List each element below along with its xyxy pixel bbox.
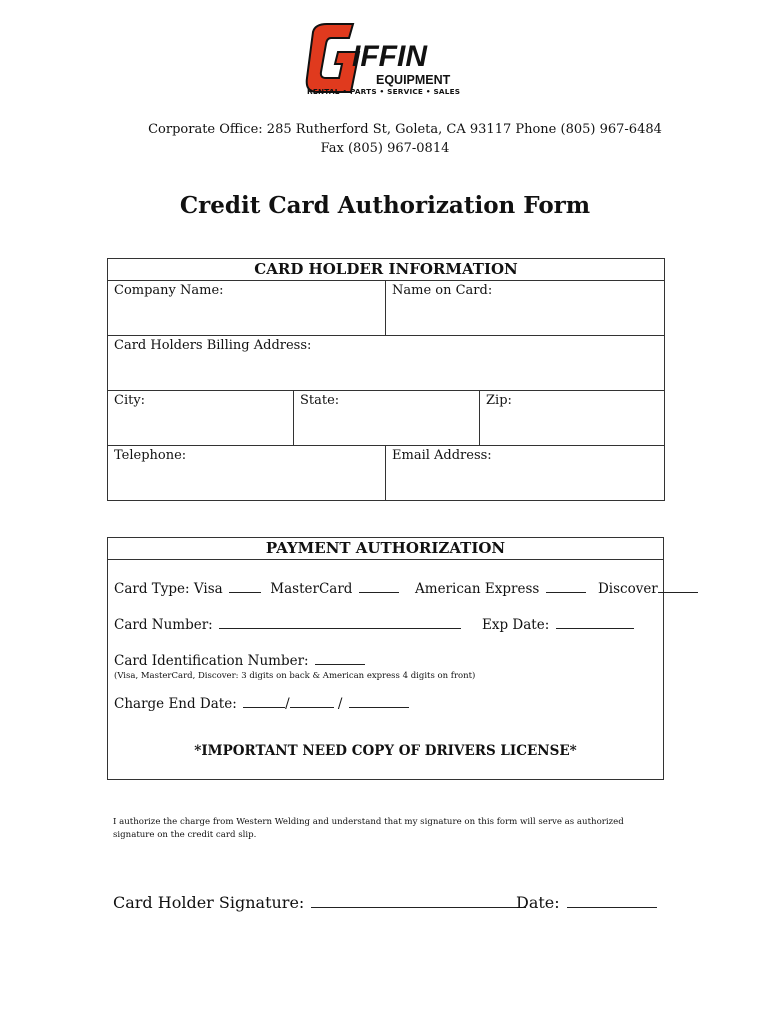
office-fax-line: Fax (805) 967-0814 bbox=[320, 141, 450, 156]
cid-note: (Visa, MasterCard, Discover: 3 digits on back & American express 4 digits on front) bbox=[114, 671, 476, 681]
mastercard-label: MasterCard bbox=[270, 581, 353, 597]
charge-end-slash-2: / bbox=[337, 696, 343, 712]
charge-end-slash-1: / bbox=[285, 696, 290, 712]
city-field[interactable] bbox=[108, 391, 294, 446]
state-label: State: bbox=[300, 393, 340, 408]
billing-address-label: Card Holders Billing Address: bbox=[114, 338, 312, 353]
discover-blank[interactable] bbox=[658, 591, 698, 593]
card-number-row bbox=[114, 617, 461, 633]
signature-date-row bbox=[516, 893, 657, 912]
signature-date-label: Date: bbox=[516, 893, 560, 912]
signature-blank[interactable] bbox=[311, 906, 526, 908]
cid-row bbox=[114, 653, 365, 669]
exp-date-row bbox=[482, 617, 634, 633]
company-name-label: Company Name: bbox=[114, 283, 224, 298]
zip-field[interactable] bbox=[480, 391, 665, 446]
exp-date-label: Exp Date: bbox=[482, 617, 550, 633]
amex-label: American Express bbox=[415, 581, 540, 597]
brand-name: IFFIN bbox=[352, 40, 427, 73]
zip-label: Zip: bbox=[486, 393, 512, 408]
brand-sub: EQUIPMENT bbox=[376, 73, 451, 87]
signature-label: Card Holder Signature: bbox=[113, 893, 305, 912]
company-name-field[interactable] bbox=[108, 281, 386, 336]
exp-date-blank[interactable] bbox=[556, 627, 634, 629]
city-label: City: bbox=[114, 393, 146, 408]
telephone-field[interactable] bbox=[108, 446, 386, 501]
signature-row bbox=[113, 893, 526, 912]
amex-blank[interactable] bbox=[546, 591, 586, 593]
card-number-blank[interactable] bbox=[219, 627, 461, 629]
office-info bbox=[0, 120, 770, 158]
state-field[interactable] bbox=[294, 391, 480, 446]
charge-end-label: Charge End Date: bbox=[114, 696, 237, 712]
card-type-row bbox=[114, 581, 698, 597]
card-holder-title: CARD HOLDER INFORMATION bbox=[108, 259, 665, 281]
email-field[interactable] bbox=[386, 446, 665, 501]
billing-address-field[interactable] bbox=[108, 336, 665, 391]
discover-label: Discover bbox=[597, 581, 658, 597]
cid-label: Card Identification Number: bbox=[114, 653, 309, 669]
card-number-label: Card Number: bbox=[114, 617, 213, 633]
signature-date-blank[interactable] bbox=[567, 906, 657, 908]
name-on-card-field[interactable] bbox=[386, 281, 665, 336]
card-type-visa-label: Card Type: Visa bbox=[114, 581, 223, 597]
telephone-label: Telephone: bbox=[114, 448, 187, 463]
charge-end-year-blank[interactable] bbox=[349, 706, 409, 708]
charge-end-day-blank[interactable] bbox=[290, 706, 334, 708]
logo-tagline: RENTAL • PARTS • SERVICE • SALES bbox=[307, 87, 461, 96]
charge-end-row bbox=[114, 696, 409, 712]
card-holder-section bbox=[107, 258, 665, 501]
cid-blank[interactable] bbox=[315, 663, 365, 665]
important-notice: *IMPORTANT NEED COPY OF DRIVERS LICENSE* bbox=[194, 743, 577, 759]
name-on-card-label: Name on Card: bbox=[392, 283, 493, 298]
charge-end-month-blank[interactable] bbox=[243, 706, 285, 708]
mastercard-blank[interactable] bbox=[359, 591, 399, 593]
payment-section bbox=[107, 537, 664, 780]
authorization-statement: I authorize the charge from Western Welding and understand that my signature on this form will serve as authorized signature on the credit card slip. bbox=[113, 817, 624, 840]
office-address-line: Corporate Office: 285 Rutherford St, Goleta, CA 93117 Phone (805) 967-6484 bbox=[148, 122, 662, 137]
payment-title: PAYMENT AUTHORIZATION bbox=[108, 538, 663, 560]
form-title: Credit Card Authorization Form bbox=[179, 192, 591, 219]
visa-blank[interactable] bbox=[229, 591, 261, 593]
email-label: Email Address: bbox=[392, 448, 492, 463]
